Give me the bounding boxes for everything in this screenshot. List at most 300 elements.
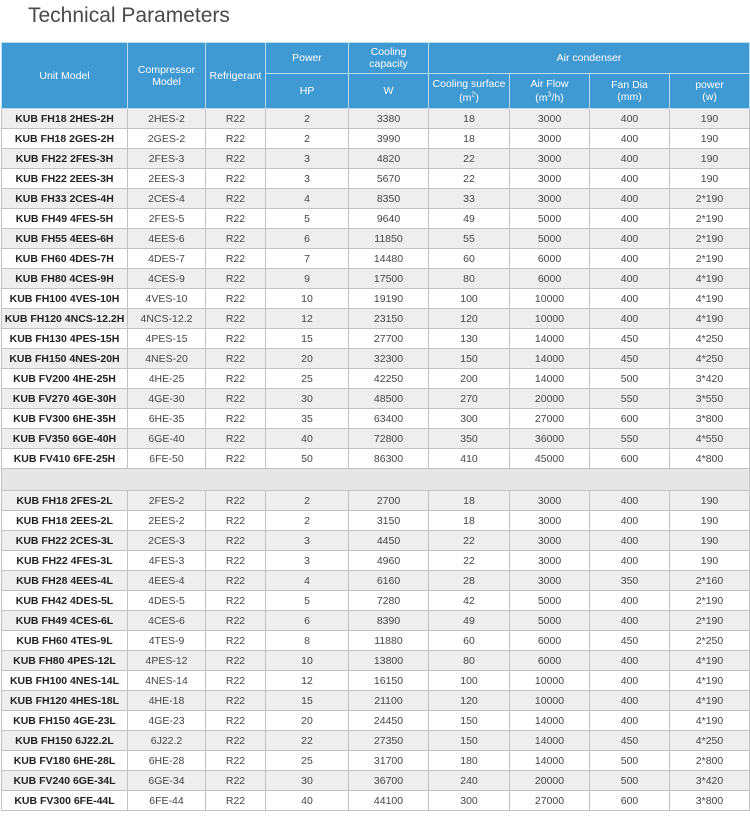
- cell-compressor-model: 2CES-4: [128, 189, 206, 209]
- cell-unit-model: KUB FH130 4PES-15H: [2, 329, 128, 349]
- cell-fan-power: 2*160: [670, 571, 750, 591]
- cell-refrigerant: R22: [206, 791, 266, 811]
- cell-compressor-model: 6HE-35: [128, 409, 206, 429]
- cell-cooling-surface: 350: [429, 429, 510, 449]
- header-refrigerant: Refrigerant: [206, 43, 266, 109]
- cell-unit-model: KUB FH33 2CES-4H: [2, 189, 128, 209]
- cell-compressor-model: 4EES-4: [128, 571, 206, 591]
- cell-cooling-capacity-w: 11880: [349, 631, 429, 651]
- cell-power-hp: 20: [266, 349, 349, 369]
- cell-refrigerant: R22: [206, 329, 266, 349]
- cell-power-hp: 40: [266, 791, 349, 811]
- cell-compressor-model: 4DES-5: [128, 591, 206, 611]
- cell-cooling-capacity-w: 27700: [349, 329, 429, 349]
- cell-fan-dia: 500: [590, 751, 670, 771]
- table-row: [2, 329, 750, 349]
- header-unit-model: Unit Model: [2, 43, 128, 109]
- cell-unit-model: KUB FV300 6HE-35H: [2, 409, 128, 429]
- cell-unit-model: KUB FH49 4CES-6L: [2, 611, 128, 631]
- cell-air-flow: 6000: [510, 651, 590, 671]
- cell-cooling-surface: 60: [429, 249, 510, 269]
- cell-cooling-surface: 130: [429, 329, 510, 349]
- cell-power-hp: 3: [266, 551, 349, 571]
- table-row: [2, 551, 750, 571]
- cell-cooling-capacity-w: 32300: [349, 349, 429, 369]
- cell-fan-dia: 400: [590, 711, 670, 731]
- cell-fan-power: 2*800: [670, 751, 750, 771]
- cell-air-flow: 10000: [510, 691, 590, 711]
- cell-cooling-capacity-w: 44100: [349, 791, 429, 811]
- cell-cooling-capacity-w: 4820: [349, 149, 429, 169]
- header-cooling-capacity: Cooling capacity: [349, 43, 429, 74]
- cell-power-hp: 12: [266, 309, 349, 329]
- cell-fan-dia: 400: [590, 531, 670, 551]
- cell-fan-dia: 600: [590, 449, 670, 469]
- cell-compressor-model: 4TES-9: [128, 631, 206, 651]
- cell-cooling-surface: 18: [429, 491, 510, 511]
- cell-cooling-surface: 100: [429, 289, 510, 309]
- cell-air-flow: 14000: [510, 731, 590, 751]
- table-row: [2, 651, 750, 671]
- technical-parameters-table: [1, 42, 750, 811]
- cell-refrigerant: R22: [206, 551, 266, 571]
- cell-power-hp: 2: [266, 109, 349, 129]
- table-row: [2, 269, 750, 289]
- cell-compressor-model: 4HE-18: [128, 691, 206, 711]
- table-row: [2, 631, 750, 651]
- cell-fan-dia: 400: [590, 591, 670, 611]
- cell-cooling-surface: 80: [429, 269, 510, 289]
- cell-unit-model: KUB FH28 4EES-4L: [2, 571, 128, 591]
- cell-fan-dia: 400: [590, 229, 670, 249]
- cell-fan-power: 4*800: [670, 449, 750, 469]
- cell-refrigerant: R22: [206, 429, 266, 449]
- cell-refrigerant: R22: [206, 611, 266, 631]
- cell-air-flow: 10000: [510, 289, 590, 309]
- cell-cooling-surface: 150: [429, 731, 510, 751]
- cooling-surface-label: Cooling surface: [432, 77, 506, 90]
- cell-unit-model: KUB FH150 4GE-23L: [2, 711, 128, 731]
- cell-cooling-capacity-w: 48500: [349, 389, 429, 409]
- cell-cooling-capacity-w: 8390: [349, 611, 429, 631]
- cell-air-flow: 5000: [510, 591, 590, 611]
- cell-air-flow: 14000: [510, 751, 590, 771]
- header-fan-dia: [590, 74, 670, 109]
- cell-power-hp: 9: [266, 269, 349, 289]
- cell-power-hp: 5: [266, 209, 349, 229]
- cell-fan-dia: 450: [590, 731, 670, 751]
- table-row: [2, 109, 750, 129]
- table-body: [2, 109, 750, 811]
- cell-unit-model: KUB FH18 2HES-2H: [2, 109, 128, 129]
- cell-power-hp: 35: [266, 409, 349, 429]
- cell-refrigerant: R22: [206, 409, 266, 429]
- cell-cooling-surface: 22: [429, 169, 510, 189]
- cell-unit-model: KUB FH42 4DES-5L: [2, 591, 128, 611]
- cell-compressor-model: 4CES-6: [128, 611, 206, 631]
- cell-fan-power: 4*190: [670, 671, 750, 691]
- cell-air-flow: 10000: [510, 309, 590, 329]
- cell-refrigerant: R22: [206, 369, 266, 389]
- cell-fan-power: 190: [670, 531, 750, 551]
- cell-fan-power: 2*250: [670, 631, 750, 651]
- cell-cooling-surface: 300: [429, 409, 510, 429]
- cell-power-hp: 3: [266, 169, 349, 189]
- cell-power-hp: 10: [266, 289, 349, 309]
- cell-fan-power: 4*190: [670, 269, 750, 289]
- cell-fan-power: 2*190: [670, 611, 750, 631]
- cell-fan-dia: 500: [590, 771, 670, 791]
- cell-fan-dia: 400: [590, 269, 670, 289]
- cell-fan-power: 4*190: [670, 651, 750, 671]
- cell-unit-model: KUB FH100 4NES-14L: [2, 671, 128, 691]
- table-row: [2, 751, 750, 771]
- cell-power-hp: 6: [266, 229, 349, 249]
- cell-air-flow: 5000: [510, 209, 590, 229]
- cell-compressor-model: 4NCS-12.2: [128, 309, 206, 329]
- table-row: [2, 449, 750, 469]
- cell-fan-power: 4*250: [670, 349, 750, 369]
- cell-air-flow: 36000: [510, 429, 590, 449]
- cell-fan-dia: 400: [590, 149, 670, 169]
- cell-unit-model: KUB FV410 6FE-25H: [2, 449, 128, 469]
- header-cooling-capacity-unit: W: [349, 74, 429, 109]
- fan-power-unit: (w): [702, 91, 717, 103]
- cell-fan-dia: 400: [590, 651, 670, 671]
- cell-unit-model: KUB FH49 4FES-5H: [2, 209, 128, 229]
- cell-unit-model: KUB FH60 4DES-7H: [2, 249, 128, 269]
- cell-cooling-capacity-w: 3990: [349, 129, 429, 149]
- cell-cooling-surface: 80: [429, 651, 510, 671]
- cell-power-hp: 6: [266, 611, 349, 631]
- cell-compressor-model: 4FES-3: [128, 551, 206, 571]
- cell-cooling-capacity-w: 4450: [349, 531, 429, 551]
- cell-fan-power: 3*800: [670, 409, 750, 429]
- cell-air-flow: 6000: [510, 249, 590, 269]
- table-row: [2, 209, 750, 229]
- table-row: [2, 389, 750, 409]
- table-row: [2, 149, 750, 169]
- cell-fan-power: 4*190: [670, 309, 750, 329]
- cell-fan-dia: 400: [590, 189, 670, 209]
- cell-refrigerant: R22: [206, 109, 266, 129]
- cell-cooling-surface: 120: [429, 309, 510, 329]
- cell-cooling-surface: 150: [429, 711, 510, 731]
- cell-compressor-model: 4DES-7: [128, 249, 206, 269]
- cell-compressor-model: 6GE-34: [128, 771, 206, 791]
- cell-fan-dia: 400: [590, 109, 670, 129]
- cell-cooling-capacity-w: 9640: [349, 209, 429, 229]
- page-title: Technical Parameters: [28, 4, 230, 27]
- table-header: [2, 43, 750, 109]
- cell-air-flow: 3000: [510, 129, 590, 149]
- cell-refrigerant: R22: [206, 129, 266, 149]
- fan-dia-label: Fan Dia: [611, 79, 648, 91]
- cell-cooling-capacity-w: 72800: [349, 429, 429, 449]
- cell-air-flow: 3000: [510, 531, 590, 551]
- cell-air-flow: 45000: [510, 449, 590, 469]
- cell-power-hp: 15: [266, 691, 349, 711]
- cell-fan-power: 3*800: [670, 791, 750, 811]
- cell-cooling-surface: 22: [429, 531, 510, 551]
- cell-fan-dia: 450: [590, 329, 670, 349]
- cell-fan-power: 4*190: [670, 289, 750, 309]
- cell-fan-power: 4*250: [670, 731, 750, 751]
- cell-fan-dia: 400: [590, 551, 670, 571]
- cell-cooling-capacity-w: 17500: [349, 269, 429, 289]
- cell-cooling-surface: 22: [429, 149, 510, 169]
- cell-compressor-model: 6FE-44: [128, 791, 206, 811]
- cell-cooling-capacity-w: 13800: [349, 651, 429, 671]
- cell-cooling-capacity-w: 19190: [349, 289, 429, 309]
- cell-compressor-model: 4GE-30: [128, 389, 206, 409]
- cell-air-flow: 3000: [510, 551, 590, 571]
- separator-cell: [2, 469, 750, 491]
- cell-refrigerant: R22: [206, 309, 266, 329]
- cell-fan-power: 190: [670, 491, 750, 511]
- header-cooling-surface: [429, 74, 510, 109]
- cell-refrigerant: R22: [206, 349, 266, 369]
- cell-unit-model: KUB FH80 4CES-9H: [2, 269, 128, 289]
- cell-refrigerant: R22: [206, 209, 266, 229]
- cell-fan-dia: 400: [590, 491, 670, 511]
- cell-refrigerant: R22: [206, 731, 266, 751]
- cell-fan-power: 4*190: [670, 711, 750, 731]
- cell-fan-dia: 400: [590, 691, 670, 711]
- cell-fan-power: 190: [670, 129, 750, 149]
- cell-power-hp: 2: [266, 129, 349, 149]
- cell-power-hp: 50: [266, 449, 349, 469]
- table-row: [2, 671, 750, 691]
- cell-refrigerant: R22: [206, 671, 266, 691]
- header-air-condenser: Air condenser: [429, 43, 750, 74]
- cell-cooling-capacity-w: 11850: [349, 229, 429, 249]
- cell-compressor-model: 2EES-2: [128, 511, 206, 531]
- cell-refrigerant: R22: [206, 449, 266, 469]
- table-row: [2, 349, 750, 369]
- cell-unit-model: KUB FH22 2CES-3L: [2, 531, 128, 551]
- cell-cooling-surface: 180: [429, 751, 510, 771]
- cell-unit-model: KUB FV200 4HE-25H: [2, 369, 128, 389]
- cell-cooling-capacity-w: 6160: [349, 571, 429, 591]
- table-row: [2, 491, 750, 511]
- cell-compressor-model: 2FES-2: [128, 491, 206, 511]
- cell-power-hp: 3: [266, 531, 349, 551]
- cell-fan-dia: 400: [590, 289, 670, 309]
- cell-unit-model: KUB FV350 6GE-40H: [2, 429, 128, 449]
- cell-cooling-capacity-w: 14480: [349, 249, 429, 269]
- cell-cooling-surface: 410: [429, 449, 510, 469]
- cell-air-flow: 3000: [510, 189, 590, 209]
- cell-air-flow: 27000: [510, 791, 590, 811]
- cell-unit-model: KUB FH80 4PES-12L: [2, 651, 128, 671]
- table-row: [2, 129, 750, 149]
- cell-fan-dia: 400: [590, 209, 670, 229]
- cell-air-flow: 27000: [510, 409, 590, 429]
- cell-cooling-capacity-w: 4960: [349, 551, 429, 571]
- cell-fan-power: 190: [670, 149, 750, 169]
- cell-fan-power: 190: [670, 511, 750, 531]
- cell-compressor-model: 6GE-40: [128, 429, 206, 449]
- cell-power-hp: 30: [266, 771, 349, 791]
- header-air-flow: [510, 74, 590, 109]
- cell-cooling-capacity-w: 21100: [349, 691, 429, 711]
- cell-air-flow: 6000: [510, 631, 590, 651]
- table-row: [2, 369, 750, 389]
- cell-fan-dia: 400: [590, 309, 670, 329]
- cell-cooling-capacity-w: 42250: [349, 369, 429, 389]
- cell-air-flow: 3000: [510, 169, 590, 189]
- cell-refrigerant: R22: [206, 771, 266, 791]
- cell-fan-dia: 450: [590, 349, 670, 369]
- header-power: Power: [266, 43, 349, 74]
- header-power-unit: HP: [266, 74, 349, 109]
- cell-cooling-surface: 18: [429, 129, 510, 149]
- cell-compressor-model: 6HE-28: [128, 751, 206, 771]
- cell-fan-power: 2*190: [670, 249, 750, 269]
- cell-air-flow: 10000: [510, 671, 590, 691]
- cell-unit-model: KUB FH150 6J22.2L: [2, 731, 128, 751]
- table-row: [2, 691, 750, 711]
- cell-air-flow: 3000: [510, 511, 590, 531]
- cell-cooling-capacity-w: 3380: [349, 109, 429, 129]
- cell-cooling-surface: 33: [429, 189, 510, 209]
- cell-cooling-surface: 100: [429, 671, 510, 691]
- fan-dia-unit: (mm): [617, 91, 642, 103]
- cell-power-hp: 25: [266, 751, 349, 771]
- cell-fan-dia: 350: [590, 571, 670, 591]
- cell-cooling-capacity-w: 8350: [349, 189, 429, 209]
- cell-refrigerant: R22: [206, 169, 266, 189]
- cell-air-flow: 14000: [510, 711, 590, 731]
- table-row: [2, 771, 750, 791]
- cell-unit-model: KUB FH18 2EES-2L: [2, 511, 128, 531]
- cell-refrigerant: R22: [206, 491, 266, 511]
- cell-air-flow: 14000: [510, 329, 590, 349]
- cell-power-hp: 8: [266, 631, 349, 651]
- cell-compressor-model: 4HE-25: [128, 369, 206, 389]
- cell-air-flow: 6000: [510, 269, 590, 289]
- cell-refrigerant: R22: [206, 651, 266, 671]
- cell-refrigerant: R22: [206, 531, 266, 551]
- cell-cooling-surface: 18: [429, 109, 510, 129]
- cell-fan-power: 4*190: [670, 691, 750, 711]
- cell-fan-dia: 400: [590, 611, 670, 631]
- table-row: [2, 611, 750, 631]
- cell-fan-power: 3*420: [670, 771, 750, 791]
- cell-fan-dia: 400: [590, 129, 670, 149]
- header-fan-power: [670, 74, 750, 109]
- cell-fan-power: 2*190: [670, 209, 750, 229]
- cell-unit-model: KUB FH100 4VES-10H: [2, 289, 128, 309]
- cell-air-flow: 5000: [510, 611, 590, 631]
- header-compressor-model: Compressor Model: [128, 43, 206, 109]
- cell-fan-dia: 550: [590, 389, 670, 409]
- cell-fan-dia: 500: [590, 369, 670, 389]
- table-row: [2, 791, 750, 811]
- cell-cooling-capacity-w: 5670: [349, 169, 429, 189]
- cell-power-hp: 7: [266, 249, 349, 269]
- cell-refrigerant: R22: [206, 751, 266, 771]
- table-row: [2, 409, 750, 429]
- cell-fan-dia: 400: [590, 169, 670, 189]
- cell-compressor-model: 4VES-10: [128, 289, 206, 309]
- cell-refrigerant: R22: [206, 229, 266, 249]
- cell-cooling-surface: 42: [429, 591, 510, 611]
- cell-cooling-capacity-w: 2700: [349, 491, 429, 511]
- cell-compressor-model: 4GE-23: [128, 711, 206, 731]
- cell-compressor-model: 4PES-12: [128, 651, 206, 671]
- cell-refrigerant: R22: [206, 631, 266, 651]
- table-row: [2, 591, 750, 611]
- cell-fan-power: 4*550: [670, 429, 750, 449]
- cell-fan-dia: 550: [590, 429, 670, 449]
- cell-unit-model: KUB FV270 4GE-30H: [2, 389, 128, 409]
- cell-fan-power: 2*190: [670, 229, 750, 249]
- cell-cooling-capacity-w: 23150: [349, 309, 429, 329]
- cell-air-flow: 20000: [510, 389, 590, 409]
- cell-power-hp: 30: [266, 389, 349, 409]
- cell-cooling-surface: 18: [429, 511, 510, 531]
- cell-cooling-capacity-w: 63400: [349, 409, 429, 429]
- cell-cooling-surface: 49: [429, 209, 510, 229]
- table-row: [2, 711, 750, 731]
- cell-cooling-surface: 22: [429, 551, 510, 571]
- cell-fan-dia: 400: [590, 671, 670, 691]
- cell-fan-power: 2*190: [670, 591, 750, 611]
- cell-unit-model: KUB FH150 4NES-20H: [2, 349, 128, 369]
- group-separator: [2, 469, 750, 491]
- cell-cooling-surface: 150: [429, 349, 510, 369]
- cell-refrigerant: R22: [206, 249, 266, 269]
- cell-cooling-surface: 49: [429, 611, 510, 631]
- table-row: [2, 289, 750, 309]
- table-row: [2, 229, 750, 249]
- table-row: [2, 309, 750, 329]
- cell-power-hp: 2: [266, 491, 349, 511]
- cell-refrigerant: R22: [206, 571, 266, 591]
- cell-power-hp: 5: [266, 591, 349, 611]
- cell-refrigerant: R22: [206, 189, 266, 209]
- cell-unit-model: KUB FV300 6FE-44L: [2, 791, 128, 811]
- cell-cooling-surface: 120: [429, 691, 510, 711]
- cell-refrigerant: R22: [206, 591, 266, 611]
- cell-compressor-model: 2FES-3: [128, 149, 206, 169]
- cell-fan-power: 190: [670, 169, 750, 189]
- cell-compressor-model: 2GES-2: [128, 129, 206, 149]
- cell-fan-dia: 600: [590, 791, 670, 811]
- cell-unit-model: KUB FV240 6GE-34L: [2, 771, 128, 791]
- cell-compressor-model: 2CES-3: [128, 531, 206, 551]
- cell-refrigerant: R22: [206, 149, 266, 169]
- table-row: [2, 189, 750, 209]
- cell-compressor-model: 2EES-3: [128, 169, 206, 189]
- cell-cooling-capacity-w: 86300: [349, 449, 429, 469]
- cell-power-hp: 4: [266, 571, 349, 591]
- cell-air-flow: 5000: [510, 229, 590, 249]
- cell-cooling-capacity-w: 16150: [349, 671, 429, 691]
- air-flow-label: Air Flow: [530, 77, 569, 90]
- cell-cooling-surface: 28: [429, 571, 510, 591]
- cell-unit-model: KUB FH22 2EES-3H: [2, 169, 128, 189]
- cell-unit-model: KUB FH22 2FES-3H: [2, 149, 128, 169]
- cell-fan-dia: 400: [590, 249, 670, 269]
- cell-fan-power: 190: [670, 551, 750, 571]
- cell-refrigerant: R22: [206, 289, 266, 309]
- cell-fan-power: 190: [670, 109, 750, 129]
- cell-power-hp: 15: [266, 329, 349, 349]
- cell-cooling-capacity-w: 27350: [349, 731, 429, 751]
